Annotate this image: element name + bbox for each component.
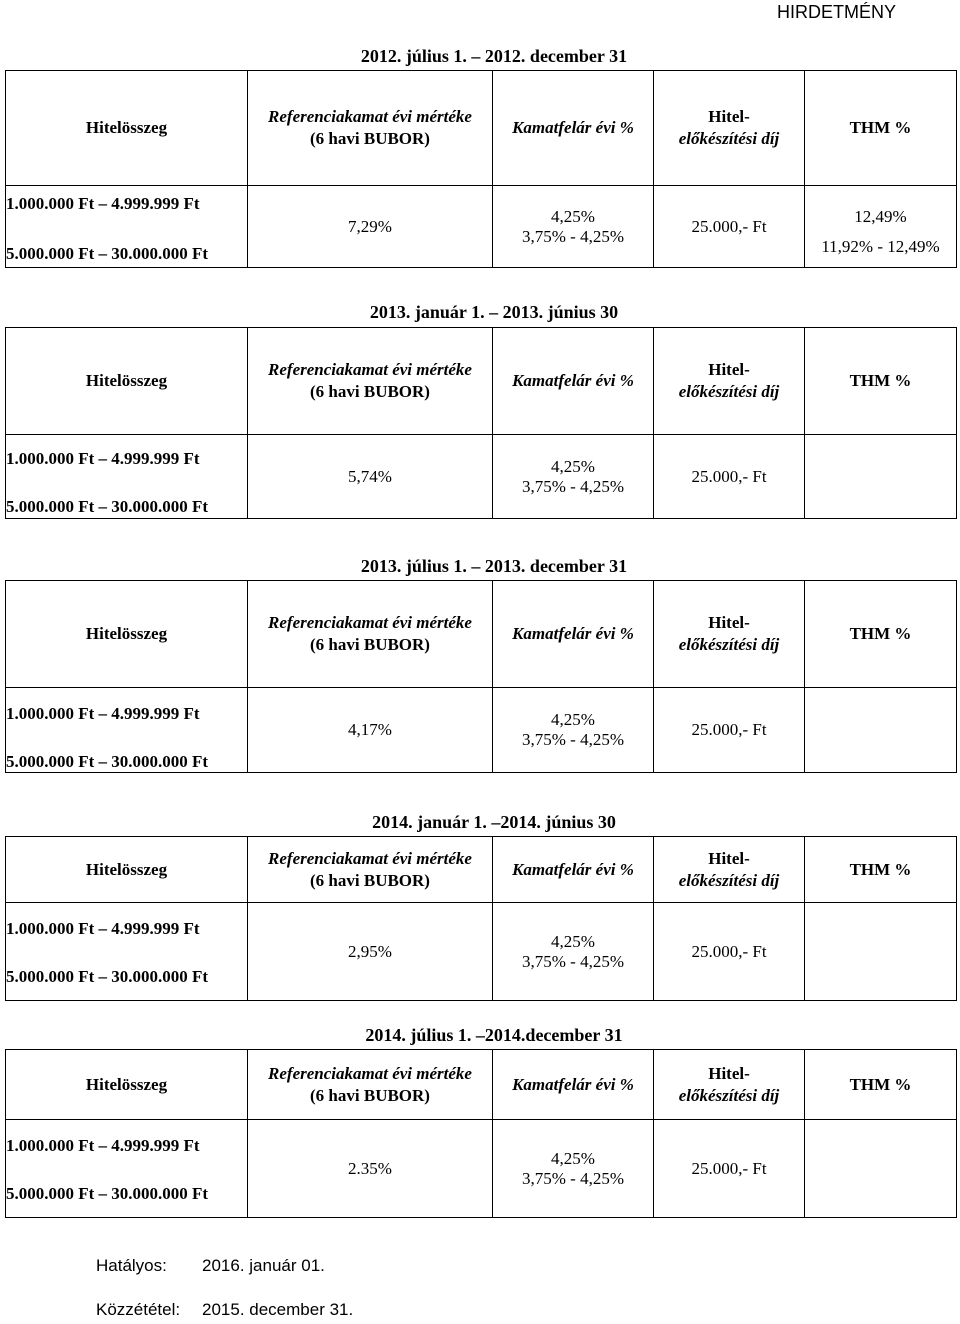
effective-date-line [96, 1256, 325, 1276]
margin-value: 3,75% - 4,25% [493, 1169, 654, 1218]
margin-value: 4,25% [493, 1120, 654, 1169]
col-thm: THM % [805, 837, 957, 903]
rate-table [5, 1049, 957, 1218]
ref-rate-value: 2,95% [248, 903, 493, 1001]
col-thm: THM % [805, 581, 957, 688]
thm-value [805, 1169, 957, 1218]
col-amount: Hitelösszeg [6, 581, 248, 688]
amount-cell: 1.000.000 Ft – 4.999.999 Ft 5.000.000 Ft – 30.000.000 Ft [6, 903, 248, 1001]
col-amount: Hitelösszeg [6, 328, 248, 435]
fee-value: 25.000,- Ft [654, 903, 805, 1001]
rate-table [5, 580, 957, 773]
col-thm: THM % [805, 71, 957, 186]
rate-table [5, 836, 957, 1001]
published-date: 2015. december 31. [202, 1300, 354, 1319]
margin-value: 4,25% [493, 688, 654, 731]
rate-table [5, 327, 957, 519]
col-amount: Hitelösszeg [6, 837, 248, 903]
margin-value: 4,25% [493, 435, 654, 477]
amount-cell: 1.000.000 Ft – 4.999.999 Ft 5.000.000 Ft – 30.000.000 Ft [6, 688, 248, 773]
col-ref-rate: Referenciakamat évi mértéke (6 havi BUBOR) [248, 837, 493, 903]
col-fee: Hitel- előkészítési díj [654, 1050, 805, 1120]
amount-cell: 1.000.000 Ft – 4.999.999 Ft 5.000.000 Ft – 30.000.000 Ft [6, 186, 248, 268]
col-thm: THM % [805, 328, 957, 435]
thm-value [805, 952, 957, 1001]
margin-value: 3,75% - 4,25% [493, 952, 654, 1001]
col-fee: Hitel- előkészítési díj [654, 837, 805, 903]
period-heading: 2014. január 1. –2014. június 30 [372, 812, 616, 832]
fee-value: 25.000,- Ft [654, 435, 805, 519]
period-heading: 2014. július 1. –2014.december 31 [365, 1025, 623, 1045]
period-heading: 2012. július 1. – 2012. december 31 [360, 46, 628, 66]
ref-rate-value: 2.35% [248, 1120, 493, 1218]
col-fee: Hitel- előkészítési díj [654, 581, 805, 688]
col-margin: Kamatfelár évi % [493, 328, 654, 435]
margin-value: 3,75% - 4,25% [493, 227, 654, 268]
col-ref-rate: Referenciakamat évi mértéke (6 havi BUBOR) [248, 1050, 493, 1120]
ref-rate-value: 7,29% [248, 186, 493, 268]
col-ref-rate: Referenciakamat évi mértéke (6 havi BUBOR) [248, 581, 493, 688]
notice-title: HIRDETMÉNY [776, 2, 896, 22]
thm-value [805, 688, 957, 731]
ref-rate-value: 4,17% [248, 688, 493, 773]
amount-cell: 1.000.000 Ft – 4.999.999 Ft 5.000.000 Ft – 30.000.000 Ft [6, 435, 248, 519]
col-thm: THM % [805, 1050, 957, 1120]
published-date-line [96, 1300, 353, 1320]
thm-value: 11,92% - 12,49% [805, 227, 957, 268]
margin-value: 3,75% - 4,25% [493, 477, 654, 519]
col-ref-rate: Referenciakamat évi mértéke (6 havi BUBOR) [248, 71, 493, 186]
margin-value: 3,75% - 4,25% [493, 730, 654, 773]
fee-value: 25.000,- Ft [654, 1120, 805, 1218]
col-fee: Hitel- előkészítési díj [654, 71, 805, 186]
col-amount: Hitelösszeg [6, 1050, 248, 1120]
col-fee: Hitel- előkészítési díj [654, 328, 805, 435]
margin-value: 4,25% [493, 903, 654, 952]
thm-value [805, 477, 957, 519]
col-ref-rate: Referenciakamat évi mértéke (6 havi BUBOR) [248, 328, 493, 435]
col-amount: Hitelösszeg [6, 71, 248, 186]
amount-cell: 1.000.000 Ft – 4.999.999 Ft 5.000.000 Ft – 30.000.000 Ft [6, 1120, 248, 1218]
thm-value [805, 903, 957, 952]
thm-value [805, 435, 957, 477]
effective-label: Hatályos: [96, 1256, 167, 1275]
effective-date: 2016. január 01. [202, 1256, 325, 1275]
thm-value [805, 730, 957, 773]
period-heading: 2013. január 1. – 2013. június 30 [369, 302, 619, 322]
ref-rate-value: 5,74% [248, 435, 493, 519]
margin-value: 4,25% [493, 186, 654, 227]
published-label: Közzététel: [96, 1300, 181, 1319]
col-margin: Kamatfelár évi % [493, 581, 654, 688]
period-heading: 2013. július 1. – 2013. december 31 [360, 556, 628, 576]
fee-value: 25.000,- Ft [654, 688, 805, 773]
rate-table [5, 70, 957, 268]
col-margin: Kamatfelár évi % [493, 1050, 654, 1120]
thm-value [805, 1120, 957, 1169]
thm-value: 12,49% [805, 186, 957, 227]
fee-value: 25.000,- Ft [654, 186, 805, 268]
col-margin: Kamatfelár évi % [493, 837, 654, 903]
col-margin: Kamatfelár évi % [493, 71, 654, 186]
